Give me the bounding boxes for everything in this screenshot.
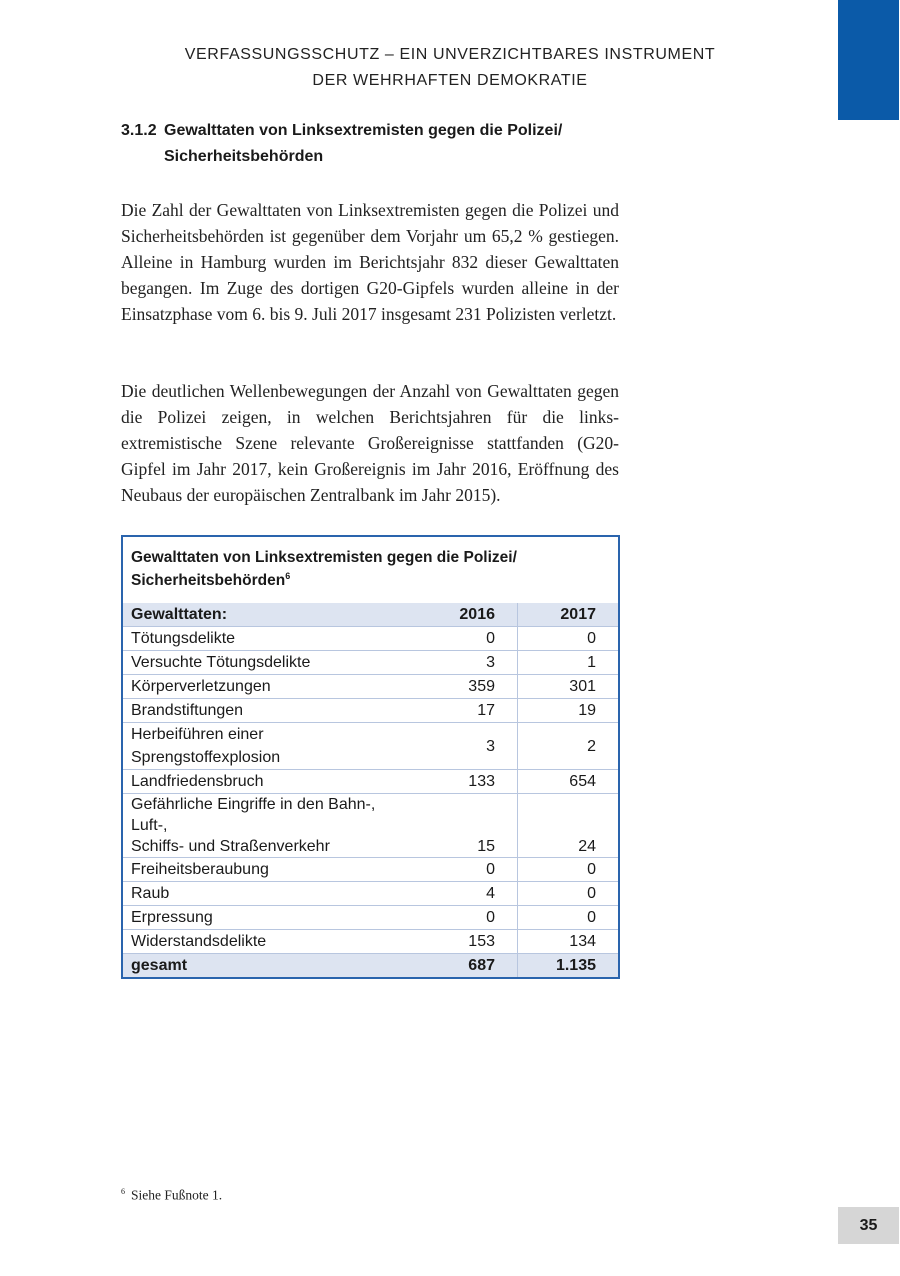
row-label: Freiheitsberaubung	[123, 858, 407, 882]
table-caption-line2: Sicherheitsbehörden	[131, 572, 286, 589]
table-header-row	[123, 603, 618, 627]
row-label: Landfriedensbruch	[123, 770, 407, 794]
table-row	[123, 858, 618, 882]
value-2017: 0	[518, 906, 619, 930]
value-2016: 15	[407, 794, 518, 858]
table-caption-line1: Gewalttaten von Linksextremisten gegen die Polizei/	[131, 549, 517, 566]
value-2016: 3	[407, 651, 518, 675]
table-row	[123, 675, 618, 699]
row-label: Erpressung	[123, 906, 407, 930]
value-2017: 654	[518, 770, 619, 794]
value-2017: 0	[518, 627, 619, 651]
table-footnote-marker[interactable]: 6	[285, 570, 291, 581]
section-number: 3.1.2	[121, 122, 157, 139]
row-label: Tötungsdelikte	[123, 627, 407, 651]
value-2017: 0	[518, 882, 619, 906]
section-heading	[121, 118, 641, 170]
value-2016: 0	[407, 858, 518, 882]
running-header	[120, 42, 780, 94]
chapter-color-tab	[838, 0, 899, 120]
value-2017: 2	[518, 723, 619, 770]
section-title-line2: Sicherheitsbehörden	[164, 148, 324, 165]
table-row	[123, 882, 618, 906]
value-2017: 301	[518, 675, 619, 699]
column-header-category: Gewalttaten:	[131, 606, 228, 623]
column-header-2016: 2016	[407, 603, 518, 627]
total-2016: 687	[407, 954, 518, 978]
value-2016: 0	[407, 906, 518, 930]
value-2016: 3	[407, 723, 518, 770]
section-title	[164, 118, 641, 170]
table-row	[123, 770, 618, 794]
table-row	[123, 651, 618, 675]
value-2016: 133	[407, 770, 518, 794]
statistics-table-box	[121, 535, 620, 979]
value-2017: 1	[518, 651, 619, 675]
row-label: Raub	[123, 882, 407, 906]
row-label-line2: Schiffs- und Straßenverkehr	[131, 838, 330, 855]
row-label: Herbeiführen einer Sprengstoffexplosion	[123, 723, 407, 770]
table-row	[123, 723, 618, 770]
table-row	[123, 627, 618, 651]
value-2016: 153	[407, 930, 518, 954]
page-number: 35	[838, 1207, 899, 1244]
row-label	[123, 794, 407, 858]
table-row	[123, 794, 618, 858]
footnote-marker: 6	[121, 1187, 125, 1196]
body-paragraph-1: Die Zahl der Gewalttaten von Linksextremisten gegen die Polizei und Sicherheitsbehörden ist gegenüber dem Vorjahr um 65,2 % gestiegen. Alleine in Hamburg wurden im Berichtsjahr 832 dieser Gewalttaten begangen. Im Zuge des dortigen G20-Gipfels wurden alleine in der Einsatzphase vom 6. bis 9. Juli 2017 insgesamt 231 Polizisten verletzt.	[121, 200, 619, 324]
table-row	[123, 699, 618, 723]
running-header-line1: VERFASSUNGSSCHUTZ – EIN UNVERZICHTBARES INSTRUMENT	[184, 46, 716, 63]
value-2016: 0	[407, 627, 518, 651]
section-title-line1: Gewalttaten von Linksextremisten gegen die Polizei/	[164, 122, 563, 139]
table-row	[123, 906, 618, 930]
total-2017: 1.135	[518, 954, 619, 978]
table-row	[123, 930, 618, 954]
row-label-line1: Gefährliche Eingriffe in den Bahn-, Luft-,	[131, 796, 376, 834]
table-total-row	[123, 954, 618, 978]
row-label: Versuchte Tötungsdelikte	[123, 651, 407, 675]
column-header-2017: 2017	[560, 606, 596, 623]
value-2016: 359	[407, 675, 518, 699]
row-label: Körperverletzungen	[123, 675, 407, 699]
row-label: Widerstandsdelikte	[123, 930, 407, 954]
footnote-text: Siehe Fußnote 1.	[131, 1187, 223, 1203]
value-2017: 19	[518, 699, 619, 723]
row-label: Brandstiftungen	[123, 699, 407, 723]
value-2016: 17	[407, 699, 518, 723]
value-2016: 4	[407, 882, 518, 906]
running-header-line2: DER WEHRHAFTEN DEMOKRATIE	[312, 72, 588, 89]
statistics-table	[123, 603, 618, 977]
total-label: gesamt	[123, 954, 407, 978]
value-2017: 0	[518, 858, 619, 882]
value-2017: 134	[518, 930, 619, 954]
value-2017: 24	[518, 794, 619, 858]
body-paragraph-2: Die deutlichen Wellenbewegungen der Anzahl von Gewalttaten gegen die Polizei zeigen, in welchen Berichtsjahren für die linksextremistische Szene relevante Großereignisse stattfanden (G20-Gipfel im Jahr 2017, kein Großereignis im Jahr 2016, Eröffnung des Neubaus der europäischen Zentralbank im Jahr 2015).	[121, 381, 619, 505]
table-caption	[123, 537, 618, 603]
footnote	[121, 1187, 222, 1204]
